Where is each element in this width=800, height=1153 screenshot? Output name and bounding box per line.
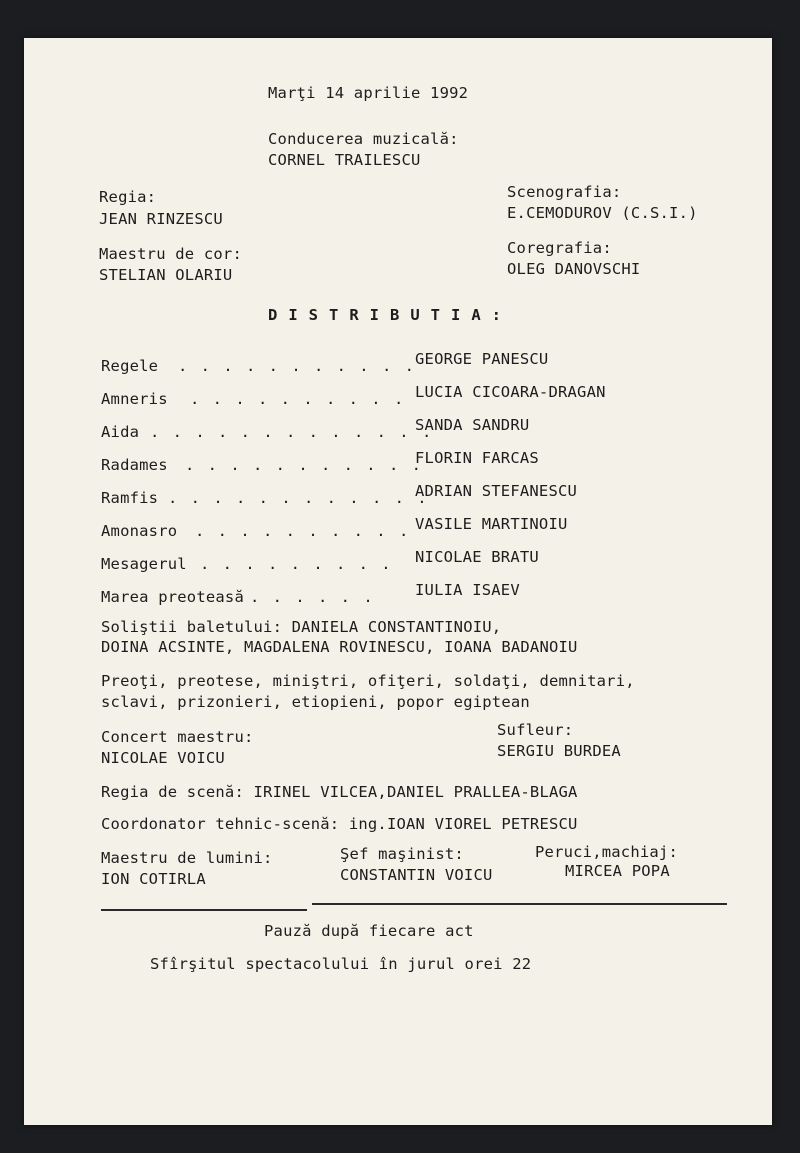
end-time-note: Sfîrşitul spectacolului în jurul orei 22	[150, 955, 532, 973]
leader-dots: . . . . . . . . . . .	[185, 456, 423, 474]
cast-role: Ramfis	[101, 489, 159, 507]
chief-machinist-label: Şef maşinist:	[340, 845, 464, 863]
wigs-makeup-label: Peruci,machiaj:	[535, 843, 678, 861]
cast-actor: NICOLAE BRATU	[415, 548, 539, 566]
cast-role: Radames	[101, 456, 168, 474]
chorus-line1: Preoţi, preotese, miniştri, ofiţeri, soldaţi, demnitari,	[101, 672, 635, 690]
divider-line	[101, 909, 307, 911]
regia-label: Regia:	[99, 188, 157, 206]
wigs-makeup-name: MIRCEA POPA	[565, 862, 670, 880]
cast-role: Amonasro	[101, 522, 178, 540]
cast-actor: GEORGE PANESCU	[415, 350, 549, 368]
technical-coordinator: Coordonator tehnic-scenă: ing.IOAN VIOREL PETRESCU	[101, 815, 578, 833]
intermission-note: Pauză după fiecare act	[264, 922, 474, 940]
scenografia-label: Scenografia:	[507, 183, 622, 201]
coregrafia-label: Coregrafia:	[507, 239, 612, 257]
cast-role: Aida	[101, 423, 140, 441]
leader-dots: . . . . . . . . . . .	[178, 357, 416, 375]
regia-name: JEAN RINZESCU	[99, 210, 223, 228]
leader-dots: . . . . . . . . .	[200, 555, 393, 573]
leader-dots: . . . . . .	[250, 588, 375, 606]
leader-dots: . . . . . . . . . .	[195, 522, 411, 540]
scenografia-name: E.CEMODUROV (C.S.I.)	[507, 204, 698, 222]
performance-date: Marţi 14 aprilie 1992	[268, 84, 469, 102]
leader-dots: . . . . . . . . . .	[190, 390, 406, 408]
cast-role: Marea preoteasă	[101, 588, 244, 606]
distributia-heading: DISTRIBUTIA:	[268, 306, 512, 324]
leader-dots: . . . . . . . . . . . .	[168, 489, 429, 507]
stage-direction: Regia de scenă: IRINEL VILCEA,DANIEL PRALLEA-BLAGA	[101, 783, 578, 801]
cast-role: Amneris	[101, 390, 168, 408]
cast-actor: SANDA SANDRU	[415, 416, 530, 434]
concert-master-label: Concert maestru:	[101, 728, 254, 746]
coregrafia-name: OLEG DANOVSCHI	[507, 260, 641, 278]
cast-role: Regele	[101, 357, 159, 375]
chorus-line2: sclavi, prizonieri, etiopieni, popor egiptean	[101, 693, 530, 711]
cast-actor: IULIA ISAEV	[415, 581, 520, 599]
ballet-soloists-line2: DOINA ACSINTE, MAGDALENA ROVINESCU, IOANA BADANOIU	[101, 638, 578, 656]
cast-actor: VASILE MARTINOIU	[415, 515, 568, 533]
sufleur-name: SERGIU BURDEA	[497, 742, 621, 760]
cast-actor: LUCIA CICOARA-DRAGAN	[415, 383, 606, 401]
lighting-master-label: Maestru de lumini:	[101, 849, 273, 867]
chief-machinist-name: CONSTANTIN VOICU	[340, 866, 493, 884]
ballet-soloists-line1: Soliştii baletului: DANIELA CONSTANTINOIU,	[101, 618, 502, 636]
cast-role: Mesagerul	[101, 555, 187, 573]
chorus-master-name: STELIAN OLARIU	[99, 266, 233, 284]
music-director-label: Conducerea muzicală:	[268, 130, 459, 148]
lighting-master-name: ION COTIRLA	[101, 870, 206, 888]
cast-actor: FLORIN FARCAS	[415, 449, 539, 467]
chorus-master-label: Maestru de cor:	[99, 245, 242, 263]
divider-line	[312, 903, 727, 905]
music-director-name: CORNEL TRAILESCU	[268, 151, 421, 169]
cast-actor: ADRIAN STEFANESCU	[415, 482, 578, 500]
sufleur-label: Sufleur:	[497, 721, 574, 739]
concert-master-name: NICOLAE VOICU	[101, 749, 225, 767]
leader-dots: . . . . . . . . . . . . .	[150, 423, 434, 441]
